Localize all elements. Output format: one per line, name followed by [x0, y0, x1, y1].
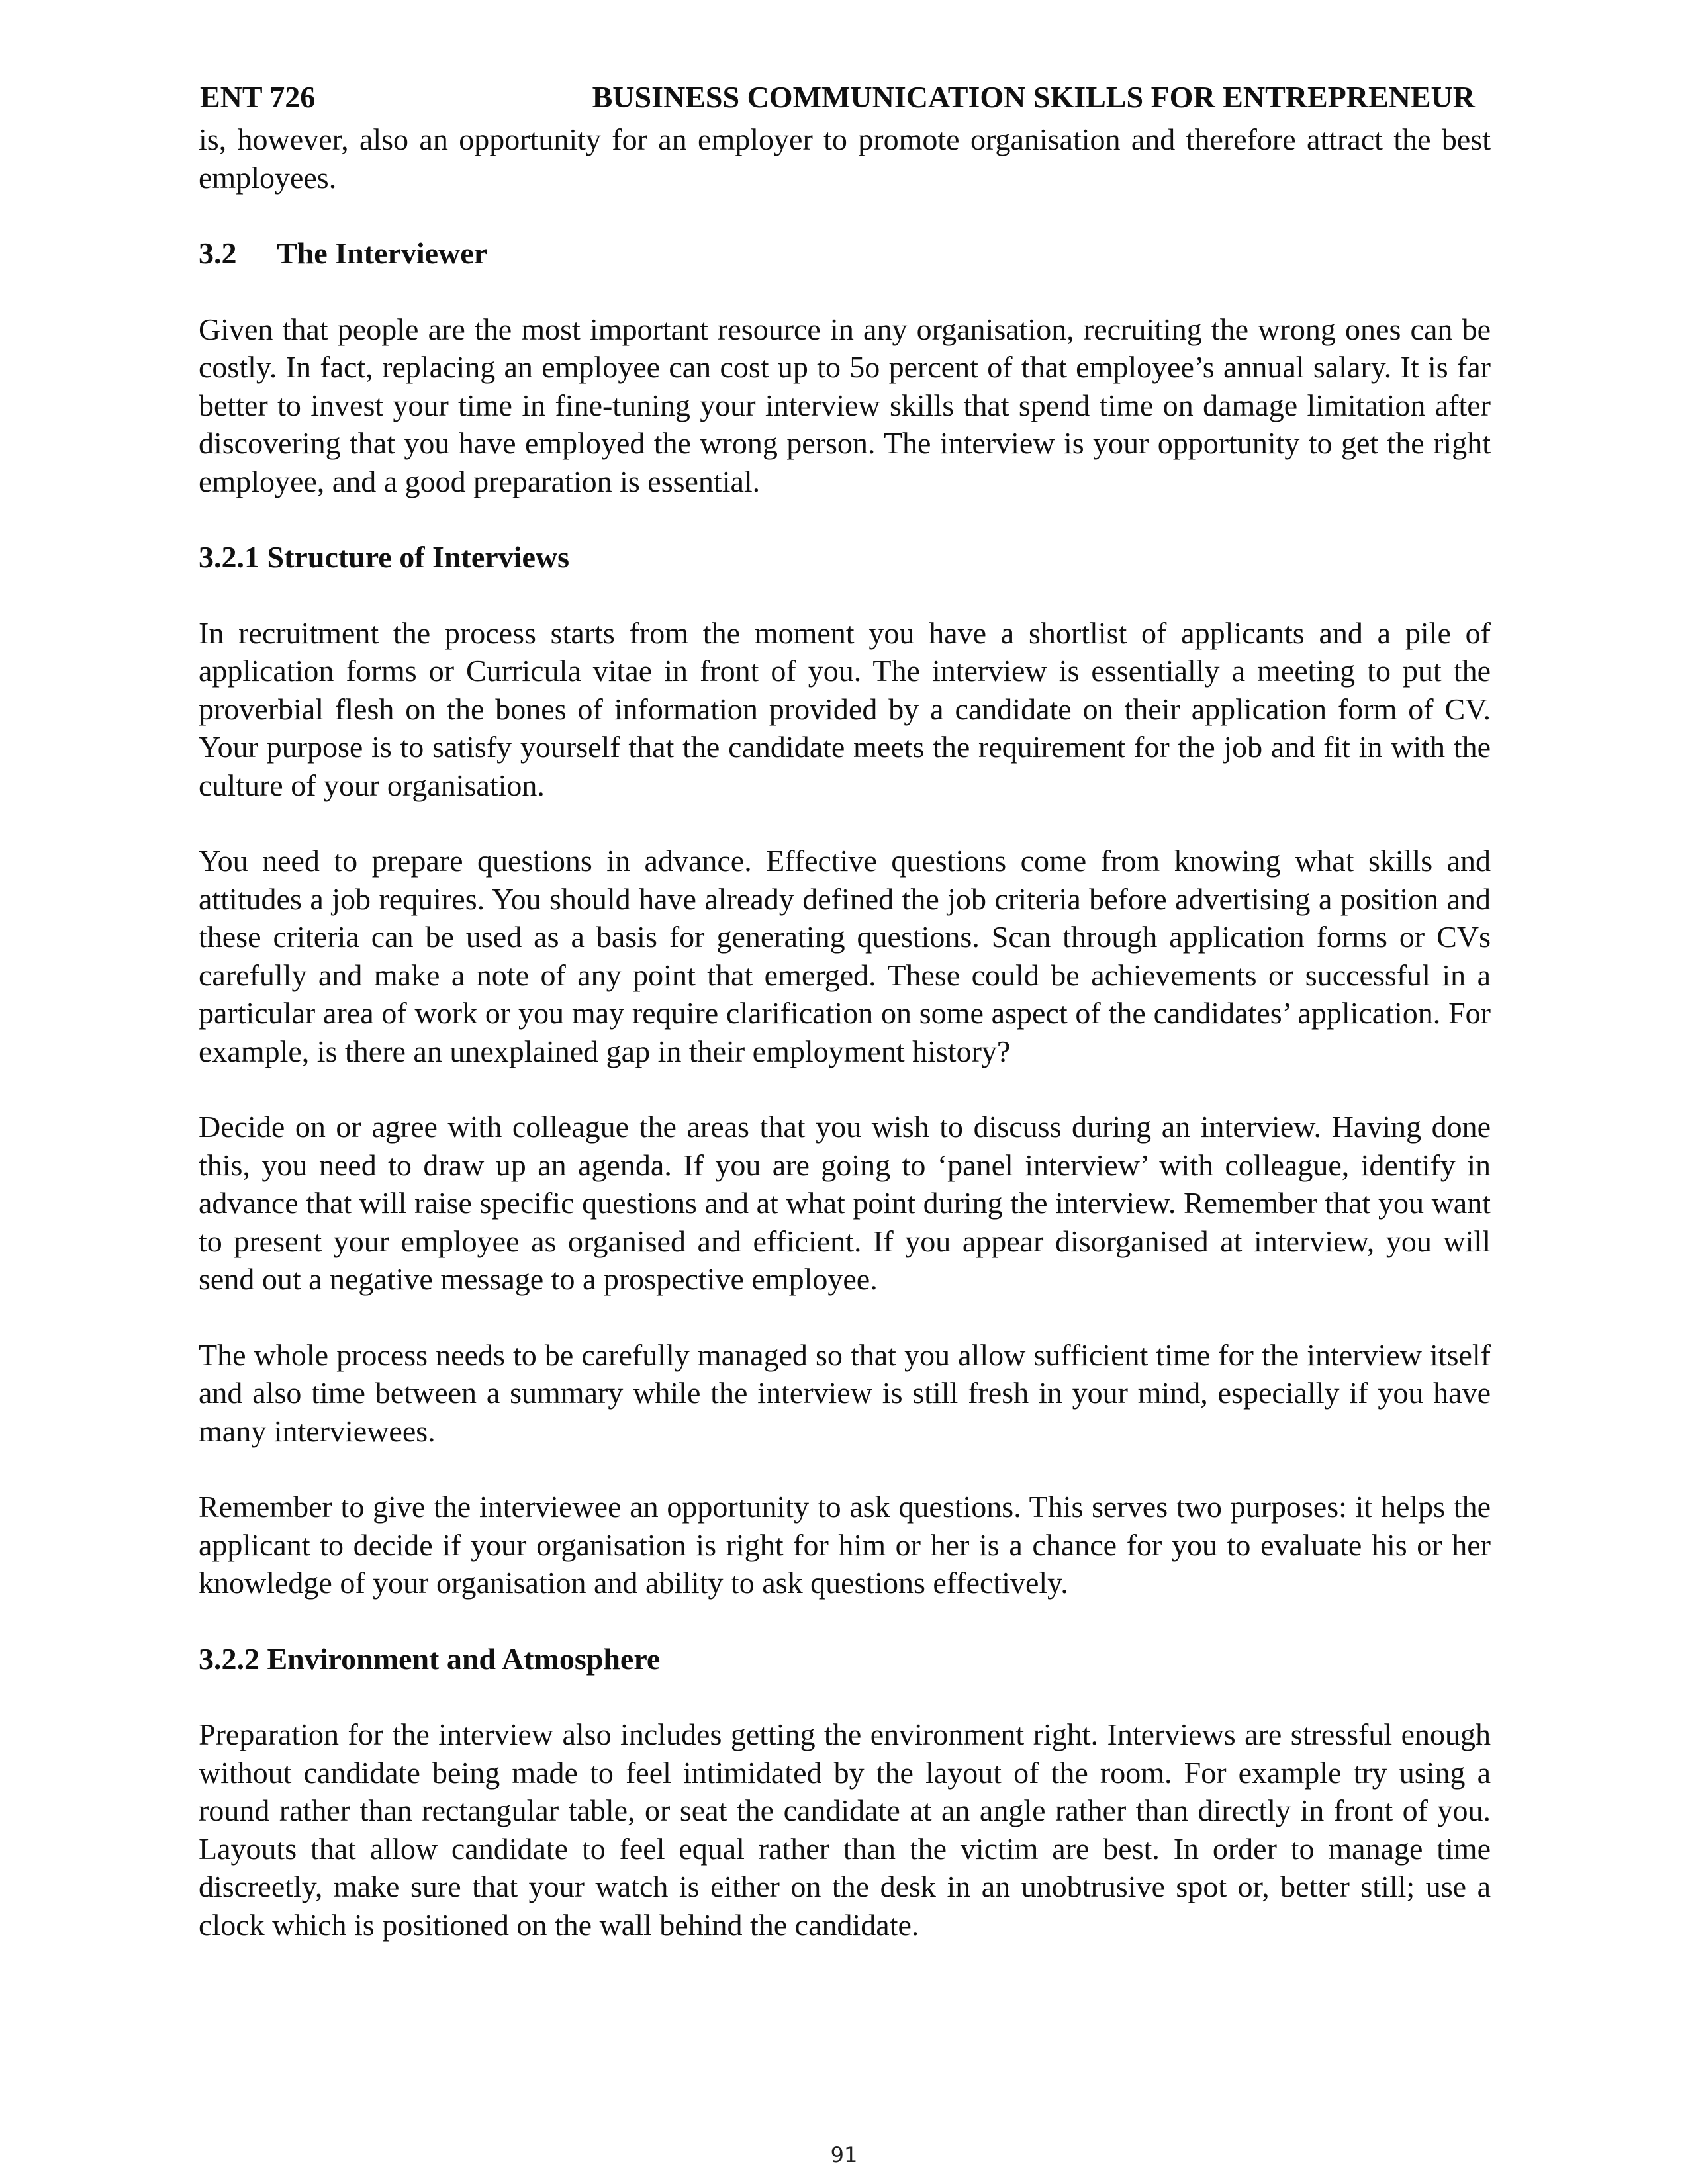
intro-paragraph: is, however, also an opportunity for an employer to promote organisation and therefore attract the best employees. — [199, 122, 1491, 195]
paragraph-interviewer: Given that people are the most important resource in any organisation, recruiting the wrong ones can be costly. In fact, replacing an employee can cost up to 5o percent of that employee’s annual salary. It is far better to invest your time in fine-tuning your interview skills that spend time on damage limitation after discovering that you have employed the wrong person. The interview is your opportunity to get the right employee, and a good preparation is essential. — [199, 312, 1491, 498]
page-number: 91 — [830, 2142, 858, 2167]
paragraph-environment: Preparation for the interview also includes getting the environment right. Interviews are stressful enough without candidate being made to feel intimidated by the layout of the room. For example try using a round rather than rectangular table, or seat the candidate at an angle rather than directly in front of you. Layouts that allow candidate to feel equal rather than the victim are best. In order to manage time discreetly, make sure that your watch is either on the desk in an unobtrusive spot or, better still; use a clock which is positioned on the wall behind the candidate. — [199, 1717, 1491, 1942]
paragraph-structure-1: In recruitment the process starts from the moment you have a shortlist of applicants and a pile of application forms or Curricula vitae in front of you. The interview is essentially a meeting to put the proverbial flesh on the bones of information provided by a candidate on their application form of CV. Your purpose is to satisfy yourself that the candidate meets the requirement for the job and fit in with the culture of your organisation. — [199, 615, 1491, 802]
paragraph-structure-4: The whole process needs to be carefully managed so that you allow sufficient time for the interview itself and also time between a summary while the interview is still fresh in your mind, especially if you have many interviewees. — [199, 1338, 1491, 1448]
section-title: The Interviewer — [277, 236, 488, 270]
paragraph-structure-3: Decide on or agree with colleague the areas that you wish to discuss during an interview. Having done this, you need to draw up an agenda. If you are going to ‘panel interview’ with colleague, identify in advance that will raise specific questions and at what point during the interview. Remember that you want to present your employee as organised and efficient. If you appear disorganised at interview, you will send out a negative message to a prospective employee. — [199, 1110, 1491, 1296]
subsection-heading-3-2-1: 3.2.1 Structure of Interviews — [199, 540, 569, 574]
section-number: 3.2 — [199, 236, 237, 270]
paragraph-structure-5: Remember to give the interviewee an opportunity to ask questions. This serves two purposes: it helps the applicant to decide if your organisation is right for him or her is a chance for you to evaluate his or her knowledge of your organisation and ability to ask questions effectively. — [199, 1490, 1491, 1600]
running-header — [199, 74, 1491, 120]
course-title: BUSINESS COMMUNICATION SKILLS FOR ENTREPRENEUR — [592, 80, 1475, 114]
section-heading-3-2 — [199, 234, 1491, 273]
paragraph-structure-2: You need to prepare questions in advance. Effective questions come from knowing what skills and attitudes a job requires. You should have already defined the job criteria before advertising a position and these criteria can be used as a basis for generating questions. Scan through application forms or CVs carefully and make a note of any point that emerged. These could be achievements or successful in a particular area of work or you may require clarification on some aspect of the candidates’ application. For example, is there an unexplained gap in their employment history? — [199, 844, 1491, 1068]
subsection-heading-3-2-2: 3.2.2 Environment and Atmosphere — [199, 1641, 661, 1676]
course-code: ENT 726 — [200, 80, 316, 114]
document-page — [199, 74, 1491, 1981]
